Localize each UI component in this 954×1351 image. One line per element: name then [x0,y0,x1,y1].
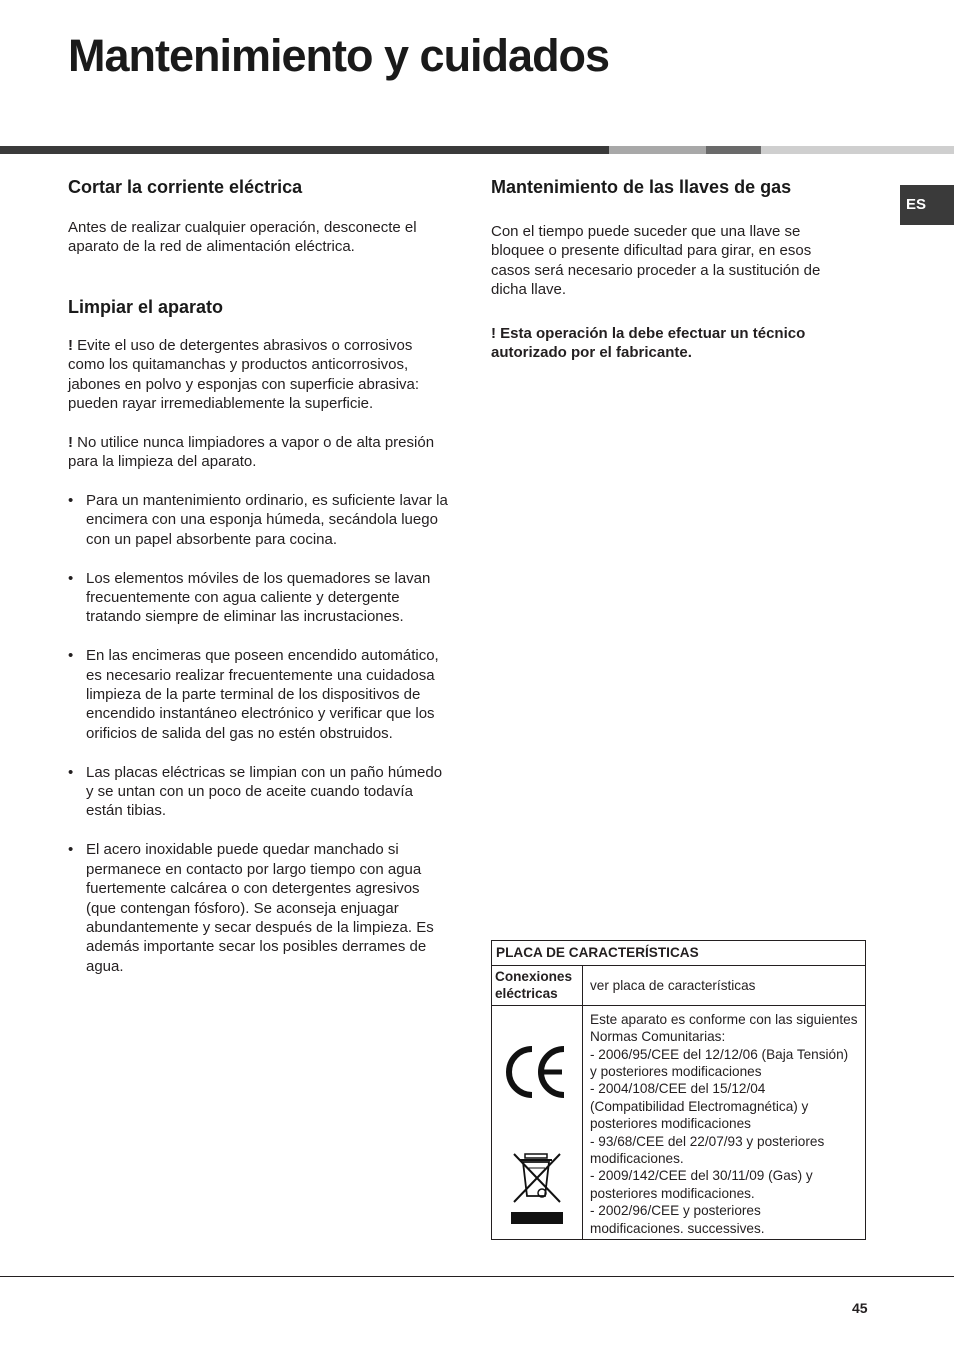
bullet-dot: • [68,841,74,859]
warning-text: No utilice nunca limpiadores a vapor o de alta presión para la limpieza del aparato. [68,433,435,471]
technician-warning: ! Esta operación la debe efectuar un técnico autorizado por el fabricante. [491,324,806,362]
compliance-line: - 2002/96/CEE y posteriores modificaciones. successives. [590,1203,765,1236]
warning-abrasive [68,336,448,414]
compliance-line: - 93/68/CEE del 22/07/93 y posteriores modificaciones. [590,1133,825,1167]
page-number: 45 [852,1300,868,1316]
power-paragraph: Antes de realizar cualquier operación, desconecte el aparato de la red de alimentación eléctrica. [68,219,417,256]
compliance-line: - 2009/142/CEE del 30/11/09 (Gas) y posteriores modificaciones. [590,1168,813,1201]
warning-steam [68,433,448,472]
gas-valves-paragraph: Con el tiempo puede suceder que una llave se bloquee o presente dificultad para girar, en esos casos será necesario proceder a la sustitución de dicha llave. [491,223,821,299]
compliance-icons-cell [492,1005,583,1239]
header-bar-dark [0,146,609,154]
bullet-dot: • [68,569,74,587]
bullet-text: Para un mantenimiento ordinario, es suficiente lavar la encimera con una esponja húmeda, secándola luego con un papel absorbente para cocina. [86,492,448,548]
compliance-text-cell [583,1005,866,1239]
bullet-dot: • [68,763,74,781]
section-heading-gas-valves: Mantenimiento de las llaves de gas [491,177,792,197]
section-heading-cleaning: Limpiar el aparato [68,296,224,317]
list-item [68,646,448,743]
footer-rule [0,1276,954,1277]
list-item [68,569,448,627]
left-column [68,176,448,996]
bullet-text: En las encimeras que poseen encendido automático, es necesario realizar frecuentemente una cuidadosa limpieza de la parte terminal de los dispositivos de encendido instantáneo electrónico y verificar que los orificios de salida del gas no estén obstruidos. [86,647,439,742]
cleaning-bullet-list [68,491,448,976]
electrical-connections-label: Conexiones eléctricas [492,966,583,1006]
language-tab: ES [900,185,954,225]
weee-crossed-bin-icon [508,1148,566,1226]
bullet-dot: • [68,647,74,665]
warning-mark: ! [68,336,73,354]
warning-mark: ! [68,433,73,451]
compliance-line: Este aparato es conforme con las siguientes Normas Comunitarias: [590,1011,858,1045]
header-bar-mid [706,146,761,154]
bullet-text: Las placas eléctricas se limpian con un paño húmedo y se untan con un poco de aceite cuando todavía están tibias. [86,763,443,820]
header-bar-light [609,146,706,154]
electrical-connections-value: ver placa de características [583,966,866,1006]
section-heading-power: Cortar la corriente eléctrica [68,177,303,197]
bullet-dot: • [68,492,74,510]
right-column [491,176,841,362]
warning-text: Evite el uso de detergentes abrasivos o corrosivos como los quitamanchas y productos anticorrosivos, jabones en polvo y esponjas con superficie abrasiva: pueden rayar irremediablemente la superficie. [68,336,420,413]
bullet-text: Los elementos móviles de los quemadores se lavan frecuentemente con agua caliente y detergente tratando siempre de eliminar las incrustaciones. [86,569,431,626]
list-item [68,491,448,549]
table-header: PLACA DE CARACTERÍSTICAS [492,941,866,966]
page-title: Mantenimiento y cuidados [68,30,610,81]
list-item [68,840,448,976]
bullet-text: El acero inoxidable puede quedar manchado si permanece en contacto por largo tiempo con agua fuertemente calcárea o con detergentes agresivos (que contengan fósforo). Se aconseja enjuagar abundantemente y secar después de la limpieza. Es además importante secar los posibles derrames de agua. [86,841,434,975]
compliance-line: - 2004/108/CEE del 15/12/04 (Compatibilidad Electromagnética) y posteriores modificaciones [590,1081,809,1132]
list-item [68,763,448,821]
header-bar-pale [761,146,954,154]
ce-mark-icon [502,1044,572,1100]
compliance-line: - 2006/95/CEE del 12/12/06 (Baja Tensión) y posteriores modificaciones [590,1046,849,1080]
rating-plate-table [491,940,866,1240]
